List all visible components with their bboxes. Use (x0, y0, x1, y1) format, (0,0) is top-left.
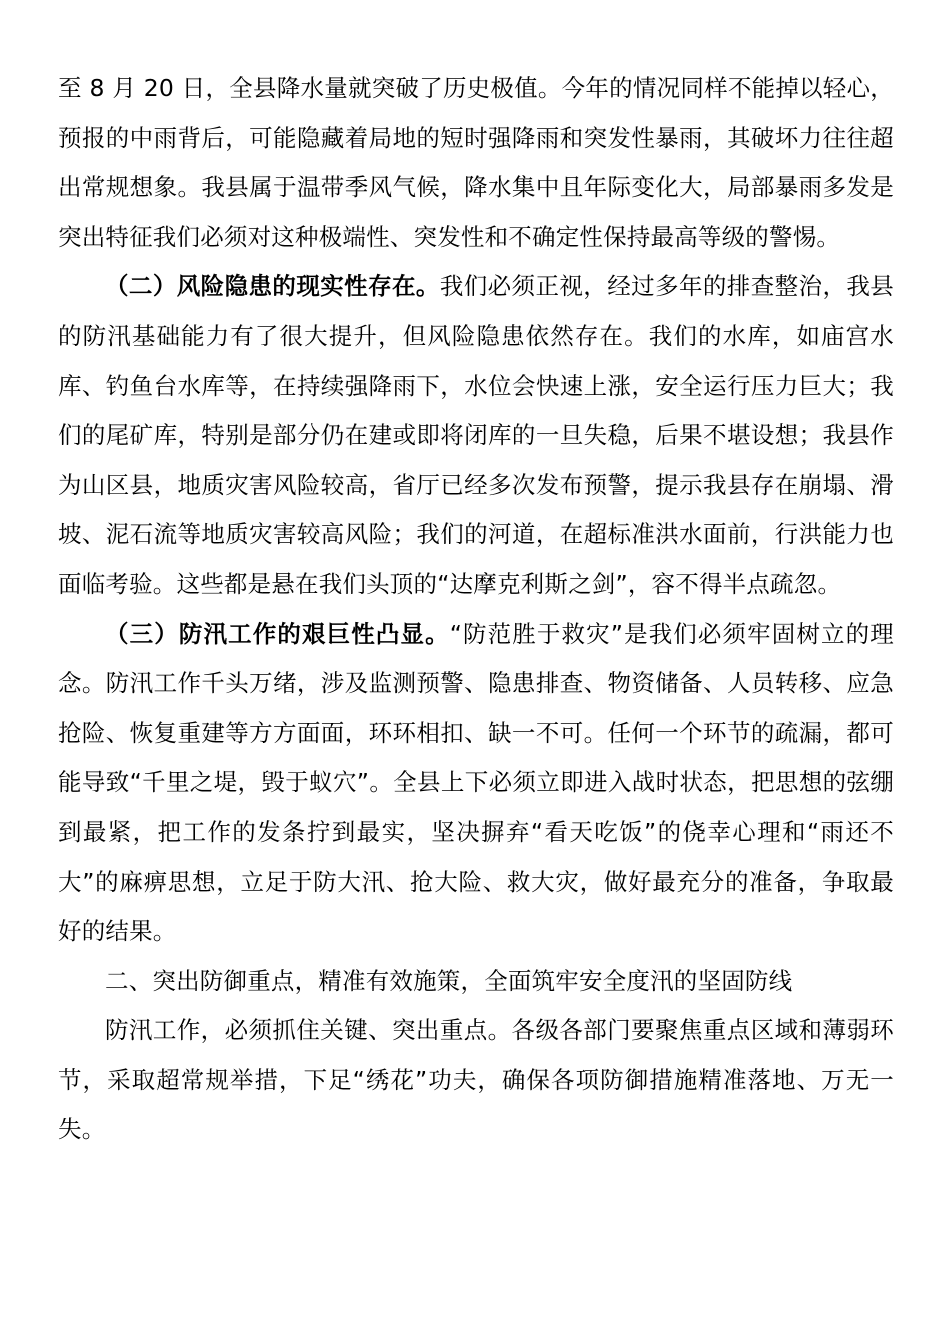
paragraph-difficulty (58, 610, 894, 957)
chapter-heading-text: 二、突出防御重点，精准有效施策，全面筑牢安全度汛的坚固防线 (105, 966, 793, 995)
paragraph-text: 至 8 月 20 日，全县降水量就突破了历史极值。今年的情况同样不能掉以轻心，预报的中雨背后，可能隐藏着局地的短时强降雨和突发性暴雨，其破坏力往往超出常规想象。我县属于温带季风气候，降水集中且年际变化大，局部暴雨多发是突出特征我们必须对这种极端性、突发性和不确定性保持最高等级的警惕。 (58, 74, 894, 251)
paragraph-text: 防汛工作，必须抓住关键、突出重点。各级各部门要聚焦重点区域和薄弱环节，采取超常规举措，下足“绣花”功夫，确保各项防御措施精准落地、万无一失。 (58, 1016, 894, 1144)
paragraph-risk-hazards (58, 262, 894, 609)
section-heading-3: （三）防汛工作的艰巨性凸显。 (105, 619, 450, 648)
document-page (58, 64, 894, 1155)
paragraph-key-points (58, 1006, 894, 1155)
section-heading-2: （二）风险隐患的现实性存在。 (105, 272, 440, 301)
paragraph-rainfall-record (58, 64, 894, 262)
chapter-heading-two (58, 957, 894, 1007)
paragraph-text: 我们必须正视，经过多年的排查整治，我县的防汛基础能力有了很大提升，但风险隐患依然存在。我们的水库，如庙宫水库、钓鱼台水库等，在持续强降雨下，水位会快速上涨，安全运行压力巨大；我们的尾矿库，特别是部分仍在建或即将闭库的一旦失稳，后果不堪设想；我县作为山区县，地质灾害风险较高，省厅已经多次发布预警，提示我县存在崩塌、滑坡、泥石流等地质灾害较高风险；我们的河道，在超标准洪水面前，行洪能力也面临考验。这些都是悬在我们头顶的“达摩克利斯之剑”，容不得半点疏忽。 (58, 272, 894, 598)
paragraph-text: “防范胜于救灾”是我们必须牢固树立的理念。防汛工作千头万绪，涉及监测预警、隐患排查、物资储备、人员转移、应急抢险、恢复重建等方方面面，环环相扣、缺一不可。任何一个环节的疏漏，都可能导致“千里之堤，毁于蚁穴”。全县上下必须立即进入战时状态，把思想的弦绷到最紧，把工作的发条拧到最实，坚决摒弃“看天吃饭”的侥幸心理和“雨还不大”的麻痹思想，立足于防大汛、抢大险、救大灾，做好最充分的准备，争取最好的结果。 (58, 619, 894, 946)
